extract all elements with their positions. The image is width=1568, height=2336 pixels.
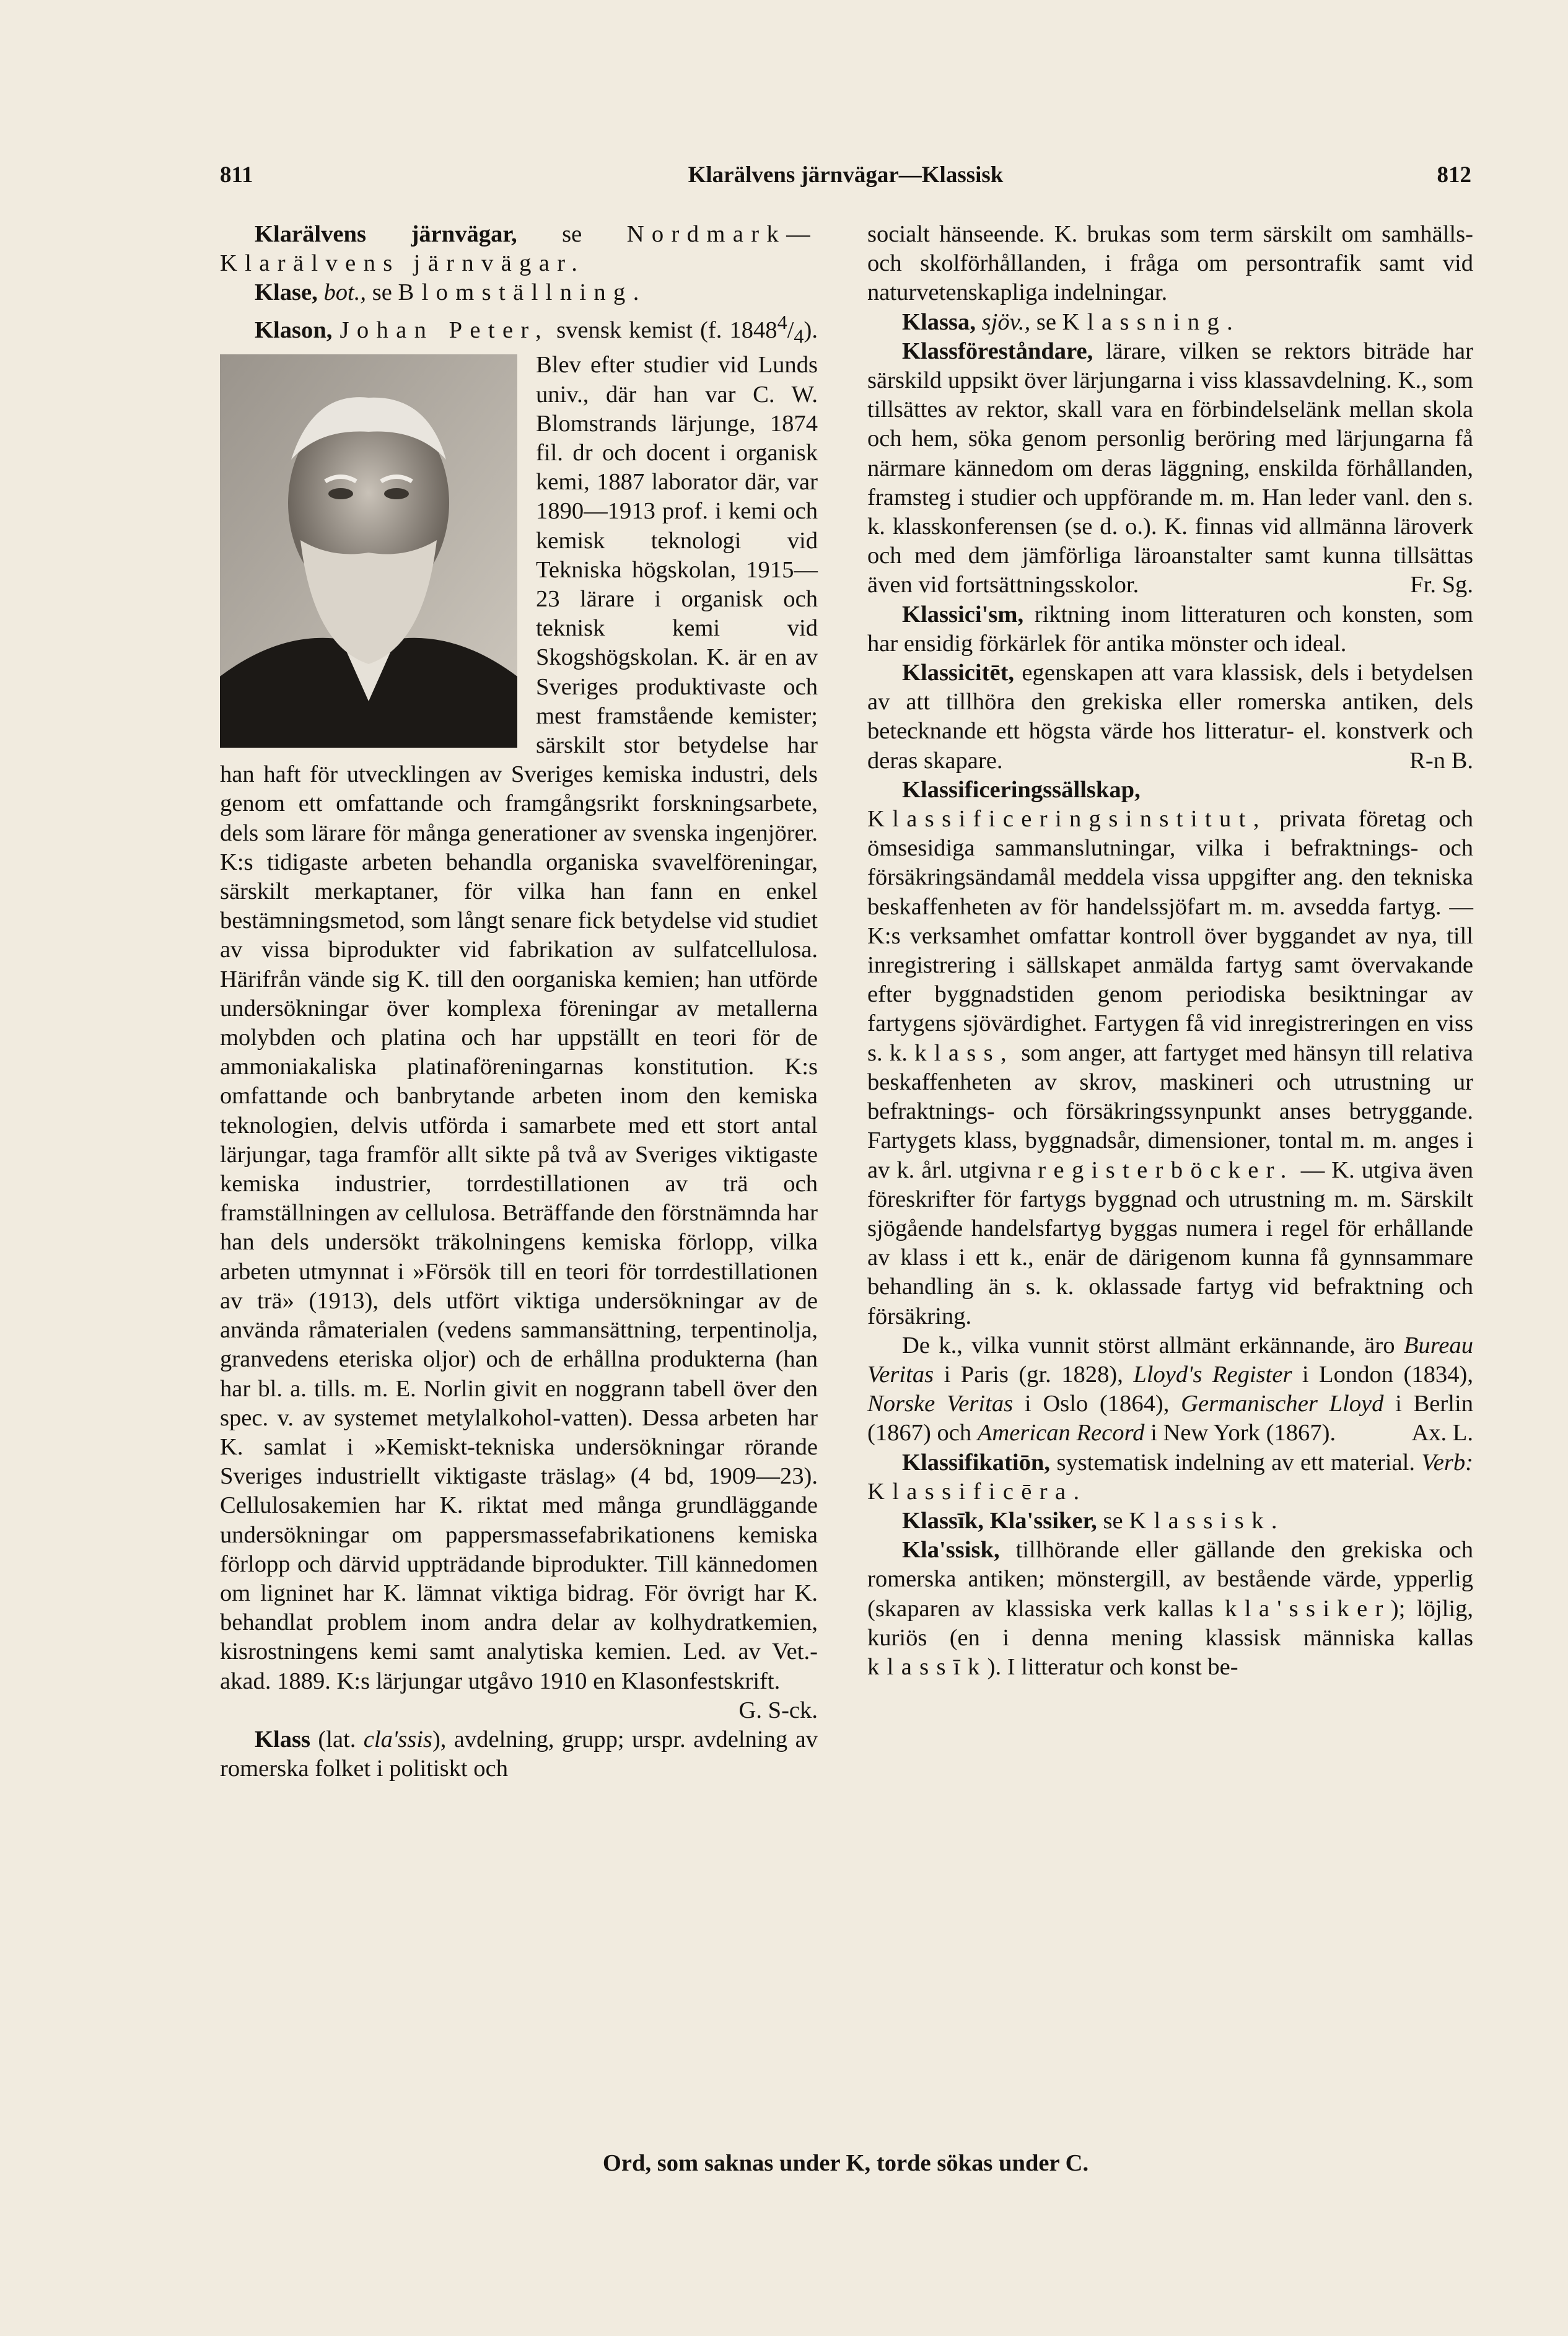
entry-text: privata företag och ömsesidiga sammanslutningar, vilka i befraktnings- och försäkringsändamål meddela vissa uppgifter ang. den tekniska beskaffenheten av för handelssjöfart m. m. avsedda fartyg. — K:s verksamhet omfattar kontroll över byggandet av nya, till inregistrering i sällskapet anmälda fartyg samt övervakande efter byggnadstiden genom periodiska besiktningar av fartygens sjövärdighet. Fartygen få vid inregistreringen en viss s. k. (867, 806, 1473, 1066)
headword: Klassificeringssällskap, (902, 776, 1141, 803)
classification-societies-paragraph (867, 1331, 1473, 1448)
entry-klase (220, 278, 818, 307)
entry-text: ); löjlig, kuriös (en i denna mening klassisk människa kallas (867, 1595, 1473, 1651)
entry-text: tillhörande eller gällande den grekiska och romerska antiken; mönstergill, av bestående värde, ypperlig (skaparen av klassiska verk kallas (867, 1537, 1473, 1622)
headword: Klassföreståndare, (902, 338, 1093, 364)
entry-klassifikation (867, 1448, 1473, 1507)
society-name: Germanischer Lloyd (1181, 1391, 1384, 1417)
cross-reference: Blomställning. (398, 279, 647, 306)
entry-text: egenskapen att vara klassisk, dels i betydelsen av att tillhöra den grekiska eller romerska antiken, dels betecknande ett högsta värde hos litteratur- el. konstverk och deras skapare. (867, 660, 1473, 774)
entry-text: systematisk indelning av ett material. (1056, 1449, 1415, 1476)
entry-text: som anger, att fartyget med hänsyn till relativa beskaffenheten av skrov, maskineri och utrustning ur befraktnings- och försäkringssynpunkt anses betryggande. Fartygets klass, byggnadsår, dimensioner, tontal m. m. anges i av k. årl. utgivna (867, 1039, 1473, 1183)
continued-text: socialt hänseende. K. brukas som term särskilt om samhälls- och skolförhållanden, i fråga om persontrafik samt vid naturvetenskapliga indelningar. (867, 221, 1473, 306)
left-column (220, 220, 818, 1783)
verb-form: Klassificēra. (867, 1478, 1087, 1505)
entry-text: i Oslo (1864), (1024, 1391, 1170, 1417)
see-prefix: se (562, 221, 582, 247)
entry-klassicitet (867, 658, 1473, 776)
subject-abbreviation: sjöv., (981, 308, 1031, 335)
left-page-number: 811 (220, 162, 253, 188)
cross-reference: Klassning. (1062, 308, 1241, 335)
headword: Klass (255, 1726, 311, 1752)
entry-klassforestandare (867, 337, 1473, 600)
headword: Kla'ssisk, (902, 1537, 1000, 1564)
entry-text: i Paris (gr. 1828), (944, 1361, 1123, 1388)
entry-klassisk (867, 1536, 1473, 1682)
see-prefix: se (372, 279, 392, 306)
alternate-term: Klassificeringsinstitut, (867, 806, 1267, 833)
headword: Klarälvens järnvägar, (255, 221, 517, 247)
headword: Klassa, (902, 308, 976, 335)
verb-label: Verb: (1421, 1449, 1473, 1476)
entry-text: i Berlin (1867) och (867, 1391, 1473, 1446)
headword: Klassifikatiōn, (902, 1449, 1051, 1476)
see-prefix: se (1103, 1507, 1123, 1534)
see-prefix: se (1036, 308, 1057, 335)
cross-reference: Klassisk. (1129, 1507, 1285, 1534)
society-name: Lloyd's Register (1133, 1361, 1292, 1388)
entry-text: i London (1834), (1302, 1361, 1473, 1388)
date-slash: / (787, 317, 794, 343)
klason-intro (220, 308, 818, 1696)
entry-klassificeringssallskap (867, 776, 1473, 1331)
entry-text: riktning inom litteraturen och konsten, som har ensidig förkärlek för antika mönster och ideal. (867, 601, 1473, 657)
latin-term: cla'ssis (363, 1726, 432, 1752)
author-signature: R-n B. (1409, 747, 1473, 774)
portrait-photo (220, 354, 517, 748)
entry-klassik (867, 1507, 1473, 1536)
headword: Klason, (255, 317, 333, 343)
entry-klaralvens-jarnvagar (220, 220, 818, 278)
entry-klass (220, 1725, 818, 1783)
spaced-term: klass, (914, 1039, 1015, 1066)
spaced-term: registerböcker. (1038, 1157, 1294, 1183)
author-signature: Fr. Sg. (1410, 572, 1473, 598)
signature-line (220, 1696, 818, 1725)
society-name: Norske Veritas (867, 1391, 1014, 1417)
entry-text: ), avdelning, grupp; urspr. avdelning av romerska folket i politiskt och (220, 1726, 818, 1782)
headword: Klassīk, Kla'ssiker, (902, 1507, 1097, 1534)
birth-day: 4 (777, 310, 787, 333)
spaced-term: klassīk (867, 1653, 988, 1680)
entry-text: lärare, vilken se rektors biträde har särskild uppsikt över lärjungarna i viss klassavdelning. K., som tillsättes av rektor, skall vara en förbindelselänk mellan skola och hem, söka genom personlig beröring med lärjungarna få närmare kännedom om deras läggning, enskilda förhållanden, framsteg i studier och uppförande m. m. Han leder vanl. den s. k. klasskonferensen (se d. o.). K. finnas vid allmänna läroverk och med dem jämförliga läroanstalter samt kunna tillsättas även vid fortsättningsskolor. (867, 338, 1474, 598)
entry-klassicism (867, 600, 1473, 658)
headword: Klassici'sm, (902, 601, 1024, 628)
entry-klassa (867, 308, 1473, 337)
page-header (220, 160, 1471, 191)
subject-abbreviation: bot., (323, 279, 367, 306)
society-name: Bureau Veritas (867, 1332, 1473, 1388)
author-signature: G. S-ck. (738, 1697, 818, 1723)
birth-month: 4 (794, 325, 804, 348)
society-name: American Record (977, 1420, 1145, 1446)
entry-text: — K. utgiva även föreskrifter för fartygs byggnad och utrustning m. m. Särskilt sjögående handelsfartyg byggas numera i regel för erhållande av klass i ett k., enär de därigenom kunna få gynnsammare behandling än s. k. oklassade fartyg vid befraktning och försäkring. (867, 1157, 1473, 1329)
entry-text: ). I litteratur och konst be- (987, 1653, 1238, 1680)
entry-text: De k., vilka vunnit störst allmänt erkännande, äro (902, 1332, 1395, 1358)
entry-text: (lat. (318, 1726, 356, 1752)
entry-klason (220, 308, 818, 1725)
headword: Klase, (255, 279, 318, 306)
headword: Klassicitēt, (902, 660, 1015, 686)
spaced-term: kla'ssiker (1225, 1595, 1391, 1622)
entry-text: i New York (1867). (1150, 1420, 1336, 1446)
entry-text: ). Blev efter studier vid Lunds univ., där han var C. W. Blomstrands lärjunge, 1874 fil. dr och docent i organisk kemi, 1887 laborator där, var 1890—1913 prof. i kemi och kemisk teknologi vid Tekniska högskolan, 1915—23 lärare i organisk och teknisk kemi vid Skogshögskolan. K. är en av Sveriges produktivaste och mest framstående kemister; särskilt stor betydelse har han haft för utvecklingen av Sveriges kemiska industri, dels genom ett omfattande och framgångsrikt forskningsarbete, dels som lärare för många generationer av svenska ingenjörer. K:s tidigaste arbeten behandla organiska svavelföreningar, särskilt merkaptaner, för vilka han fann en enkel bestämningsmetod, som långt senare fick betydelse vid studiet av vissa biprodukter vid fabrikation av sulfatcellulosa. Härifrån vände sig K. till den oorganiska kemien; han utförde undersökningar över komplexa föreningar av metallerna molybden och platina och har uppställt en teori för de ammoniakaliska platinaföreningarnas konstitution. K:s omfattande och banbrytande arbeten inom den kemiska teknologien, delvis utförda i samarbete med ett stort antal lärjungar, taga framför allt sikte på två av Sveriges viktigaste kemiska industrier, torrdestillationen av trä och framställningen av cellulosa. Beträffande den förstnämnda har han dels undersökt träkolningens kemiska förlopp, vilka arbeten utmynnat i »Försök till en teori för torrdestillationen av trä» (1913), dels utfört viktiga undersökningar av de använda råmaterialen (vedens sammansättning, terpentinolja, granvedens eteriska oljor) och de erhållna produkterna (han har bl. a. tills. m. E. Norlin givit en noggrann tabell över den spec. v. av systemet metylalkohol-vatten). Dessa arbeten har K. samlat i »Kemiskt-tekniska undersökningar rörande Sveriges industriellt viktigaste träslag» (4 bd, 1909—23). Cellulosakemien har K. riktat med många grundläggande undersökningar om pappersmassefabrikationens kemiska förlopp och därvid uppträdande biprodukter. Till kännedomen om ligninet har K. lämnat viktiga bidrag. För övrigt har K. behandlat problem inom andra delar av kolhydratkemien, kisrostningens kemi samt analytiska kemien. Led. av Vet.-akad. 1889. K:s lärjungar utgåvo 1910 en Klasonfestskrift. (220, 317, 818, 1694)
right-page-number: 812 (1437, 162, 1471, 188)
person-name: Johan Peter, (339, 317, 550, 343)
cross-reference: Nordmark—Klarälvens järnvägar. (220, 221, 818, 277)
running-title: Klarälvens järnvägar—Klassisk (688, 162, 1004, 188)
entry-text: svensk kemist (f. 1848 (556, 317, 777, 343)
author-signature: Ax. L. (1411, 1420, 1473, 1446)
footer-note: Ord, som saknas under K, torde sökas under C. (602, 2150, 1089, 2176)
right-column (867, 220, 1473, 1682)
